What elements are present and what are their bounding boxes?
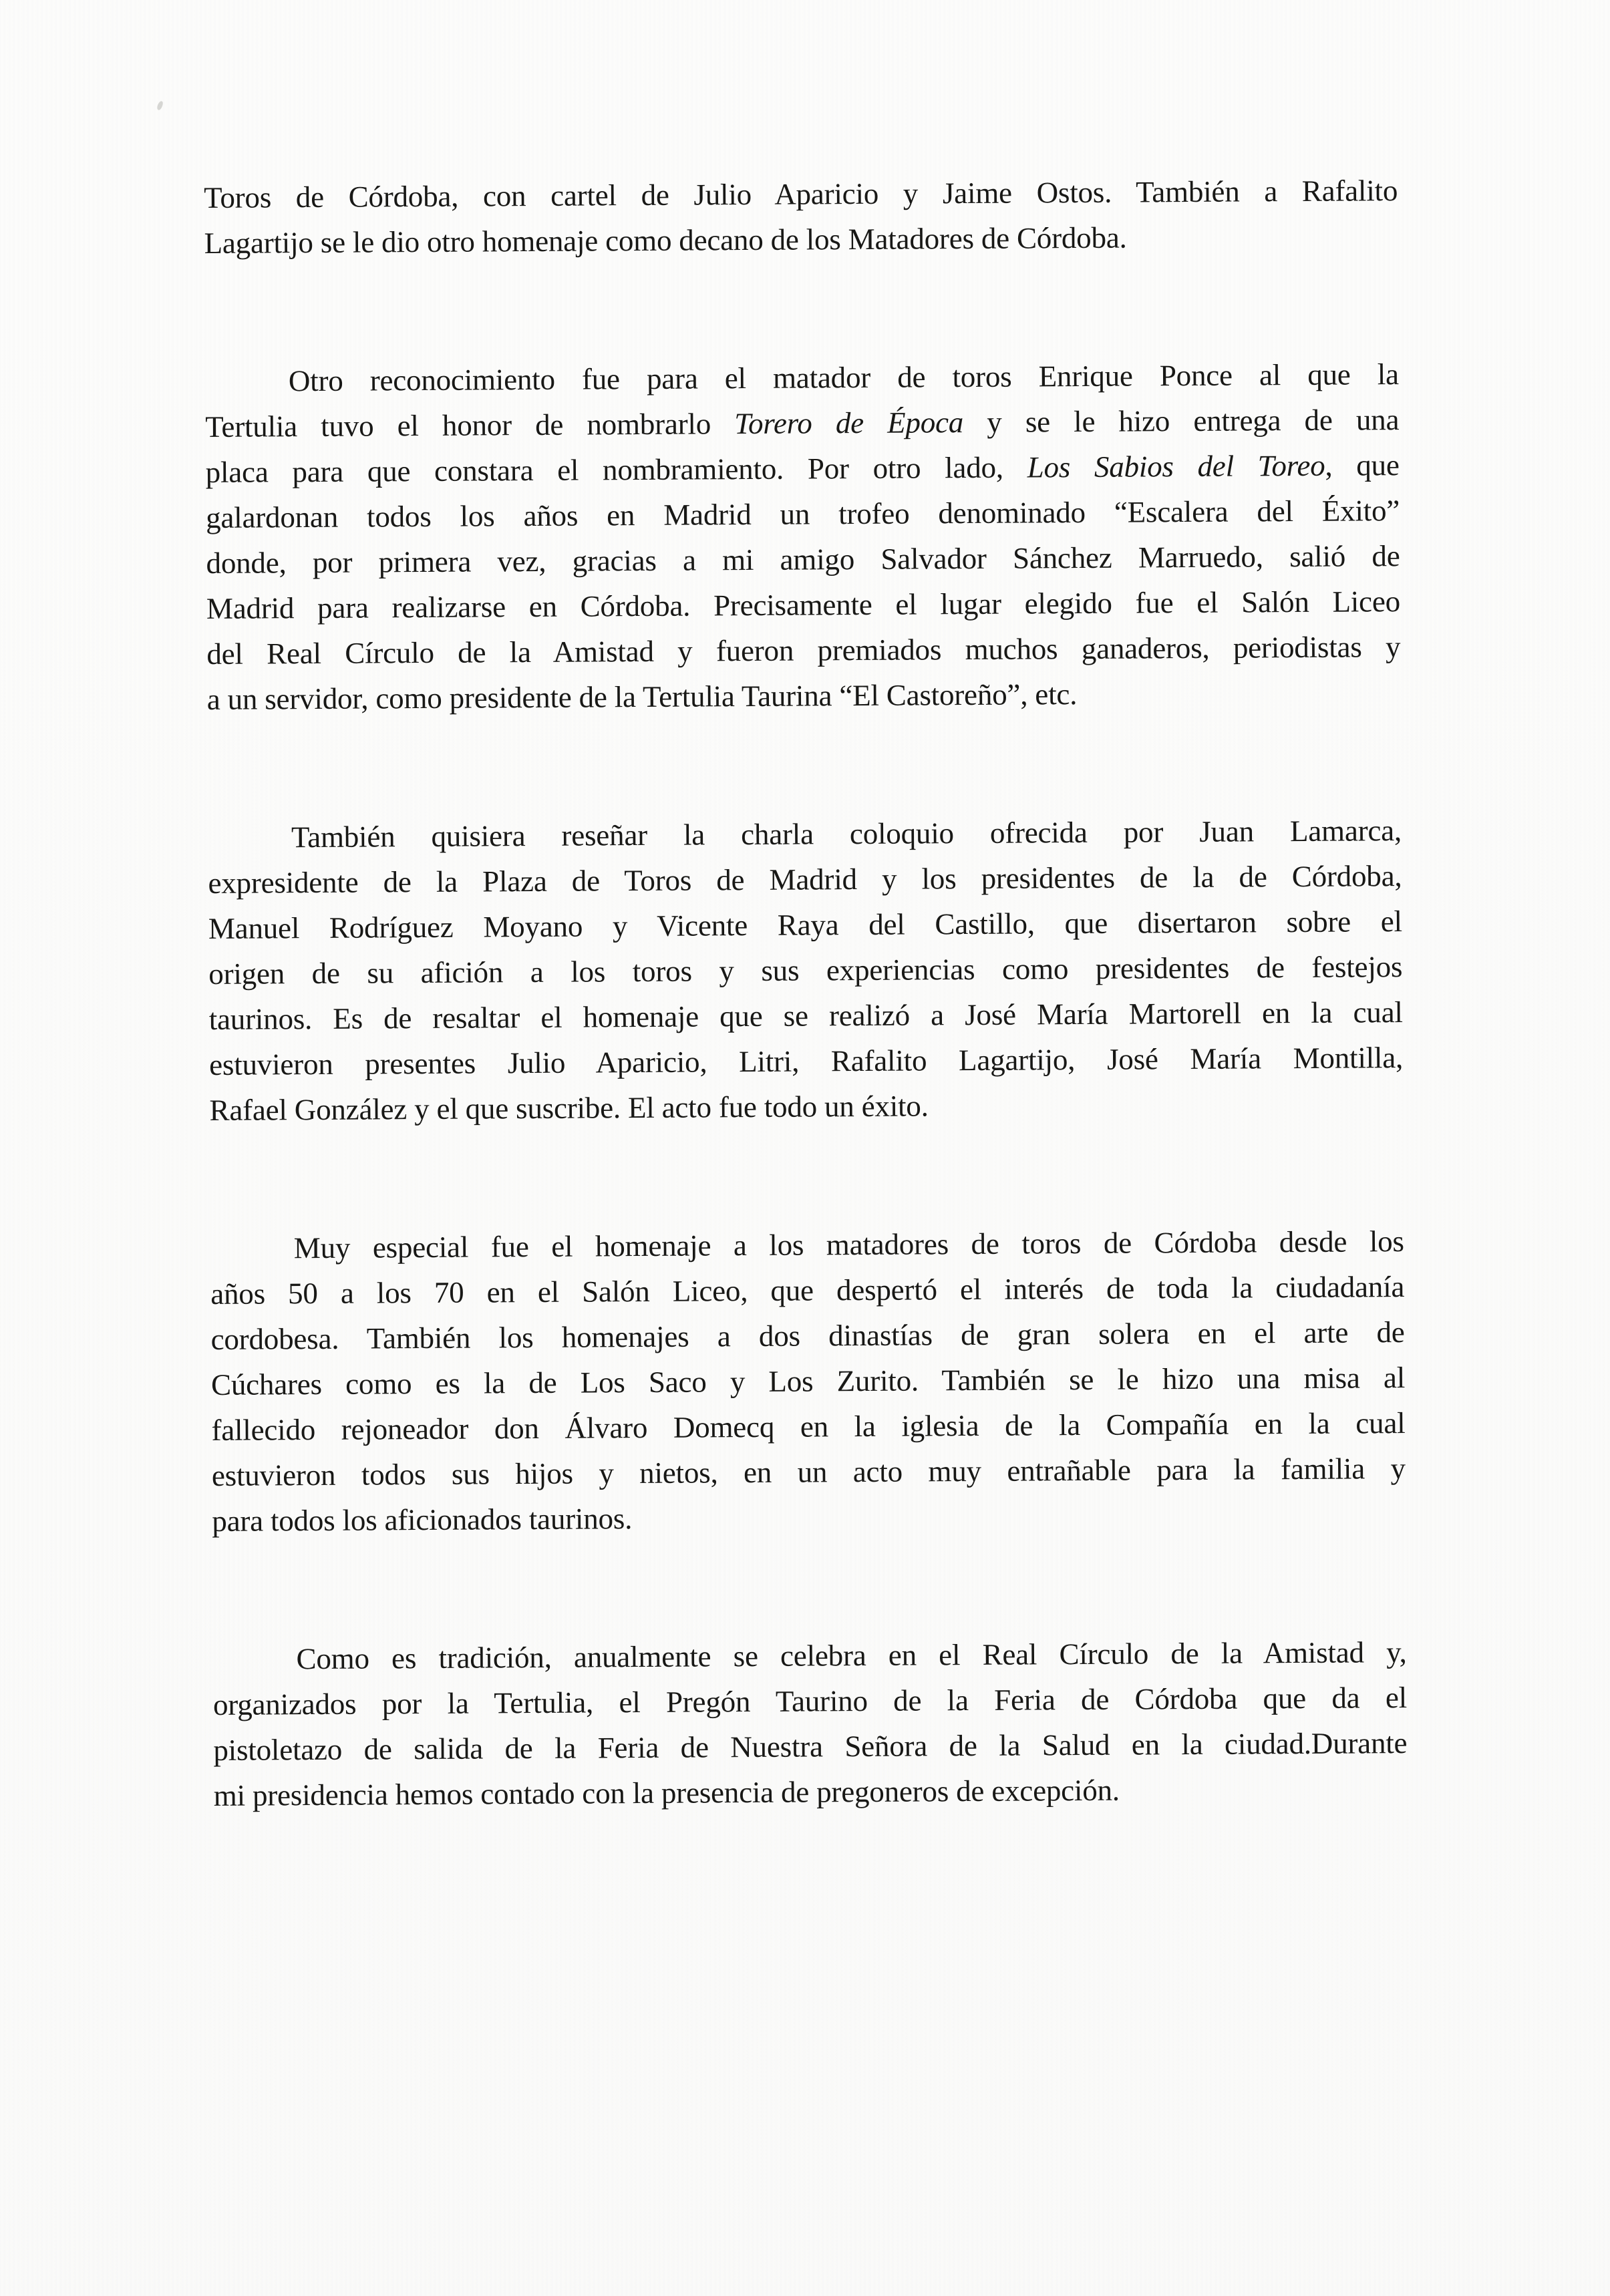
text-segment: estuvieron presentes Julio Aparicio, Litri, Rafalito Lagartijo, José María Montilla, [208, 1041, 1404, 1082]
text-segment: para todos los aficionados taurinos. [212, 1502, 633, 1538]
text-segment: Manuel Rodríguez Moyano y Vicente Raya del Castillo, que disertaron sobre el [208, 905, 1403, 945]
text-line [209, 989, 1403, 1042]
italic-text-segment: Los Sabios del Toreo [1027, 448, 1325, 484]
text-segment: También quisiera reseñar la charla coloquio ofrecida por Juan Lamarca, [291, 814, 1402, 854]
text-segment: fallecido rejoneador don Álvaro Domecq en la iglesia de la Compañía en la cual [211, 1406, 1406, 1447]
text-segment: placa para que constara el nombramiento. Por otro lado, [205, 450, 1027, 489]
text-line [213, 1720, 1407, 1773]
text-segment: donde, por primera vez, gracias a mi amigo Salvador Sánchez Marruedo, salió de [206, 539, 1400, 580]
text-line [211, 1400, 1405, 1453]
text-line [212, 1629, 1406, 1682]
text-line [206, 488, 1400, 540]
text-segment: Madrid para realizarse en Córdoba. Precisamente el lugar elegido fue el Salón Liceo [206, 585, 1401, 625]
text-segment: estuvieron todos sus hijos y nietos, en un acto muy entrañable para la familia y [211, 1452, 1406, 1492]
text-line [209, 1080, 1403, 1133]
text-line [210, 1264, 1404, 1317]
text-segment: Muy especial fue el homenaje a los matadores de toros de Córdoba desde los [293, 1224, 1404, 1265]
text-segment: taurinos. Es de resaltar el homenaje que se realizó a José María Martorell en la cual [208, 995, 1403, 1036]
text-segment: años 50 a los 70 en el Salón Liceo, que despertó el interés de toda la ciudadanía [210, 1270, 1405, 1311]
text-line [206, 579, 1400, 631]
text-segment: Como es tradición, anualmente se celebra en el Real Círculo de la Amistad y, [296, 1635, 1407, 1676]
text-segment: organizados por la Tertulia, el Pregón Taurino de la Feria de Córdoba que da el [212, 1681, 1408, 1721]
text-line [212, 1446, 1406, 1498]
italic-text-segment: Torero de Época [734, 405, 964, 441]
text-segment: Cúchares como es la de Los Saco y Los Zurito. También se le hizo una misa al [210, 1361, 1406, 1402]
text-segment: cordobesa. También los homenajes a dos dinastías de gran solera en el arte de [210, 1315, 1405, 1356]
text-line [210, 1218, 1404, 1271]
text-segment: Tertulia tuvo el honor de nombrarlo [205, 407, 735, 444]
text-line [204, 168, 1398, 220]
text-line [205, 397, 1399, 450]
text-segment: mi presidencia hemos contado con la presencia de pregoneros de excepción. [213, 1773, 1120, 1812]
text-line [210, 1309, 1404, 1362]
text-segment: Lagartijo se le dio otro homenaje como decano de los Matadores de Córdoba. [204, 220, 1127, 260]
text-segment: del Real Círculo de la Amistad y fueron premiados muchos ganaderos, periodistas y [206, 630, 1401, 671]
paragraph [212, 1629, 1408, 1818]
text-segment: Toros de Córdoba, con cartel de Julio Aparicio y Jaime Ostos. También a Rafalito [204, 174, 1398, 214]
text-line [212, 1491, 1406, 1544]
scan-artifact-speck [156, 100, 164, 110]
text-line [205, 351, 1399, 404]
text-line [209, 1035, 1403, 1088]
text-line [214, 1766, 1408, 1818]
paragraph [210, 1218, 1406, 1544]
text-segment: Otro reconocimiento fue para el matador de toros Enrique Ponce al que la [288, 357, 1400, 398]
text-segment: y se le hizo entrega de una [963, 403, 1400, 440]
text-segment: galardonan todos los años en Madrid un trofeo denominado “Escalera del Éxito” [205, 494, 1400, 534]
paragraph [204, 168, 1398, 266]
text-segment: pistoletazo de salida de la Feria de Nuestra Señora de la Salud en la ciudad.Durante [213, 1726, 1408, 1767]
text-segment: expresidente de la Plaza de Toros de Madrid y los presidentes de la de Córdoba, [208, 859, 1402, 900]
text-line [206, 533, 1400, 586]
text-line [206, 624, 1400, 677]
paragraph [208, 808, 1404, 1133]
text-line [206, 442, 1400, 495]
text-line [204, 213, 1398, 266]
text-line [208, 898, 1402, 951]
text-line [211, 1355, 1405, 1408]
text-line [208, 944, 1402, 997]
text-line [208, 808, 1402, 860]
text-line [208, 853, 1402, 906]
text-segment: origen de su afición a los toros y sus experiencias como presidentes de festejos [208, 950, 1403, 991]
text-block [204, 168, 1408, 1818]
text-line [207, 669, 1401, 722]
text-segment: a un servidor, como presidente de la Tertulia Taurina “El Castoreño”, etc. [206, 677, 1078, 716]
paragraph [205, 351, 1401, 722]
text-segment: , que [1325, 448, 1400, 482]
text-line [213, 1675, 1407, 1728]
text-segment: Rafael González y el que suscribe. El acto fue todo un éxito. [209, 1089, 929, 1127]
